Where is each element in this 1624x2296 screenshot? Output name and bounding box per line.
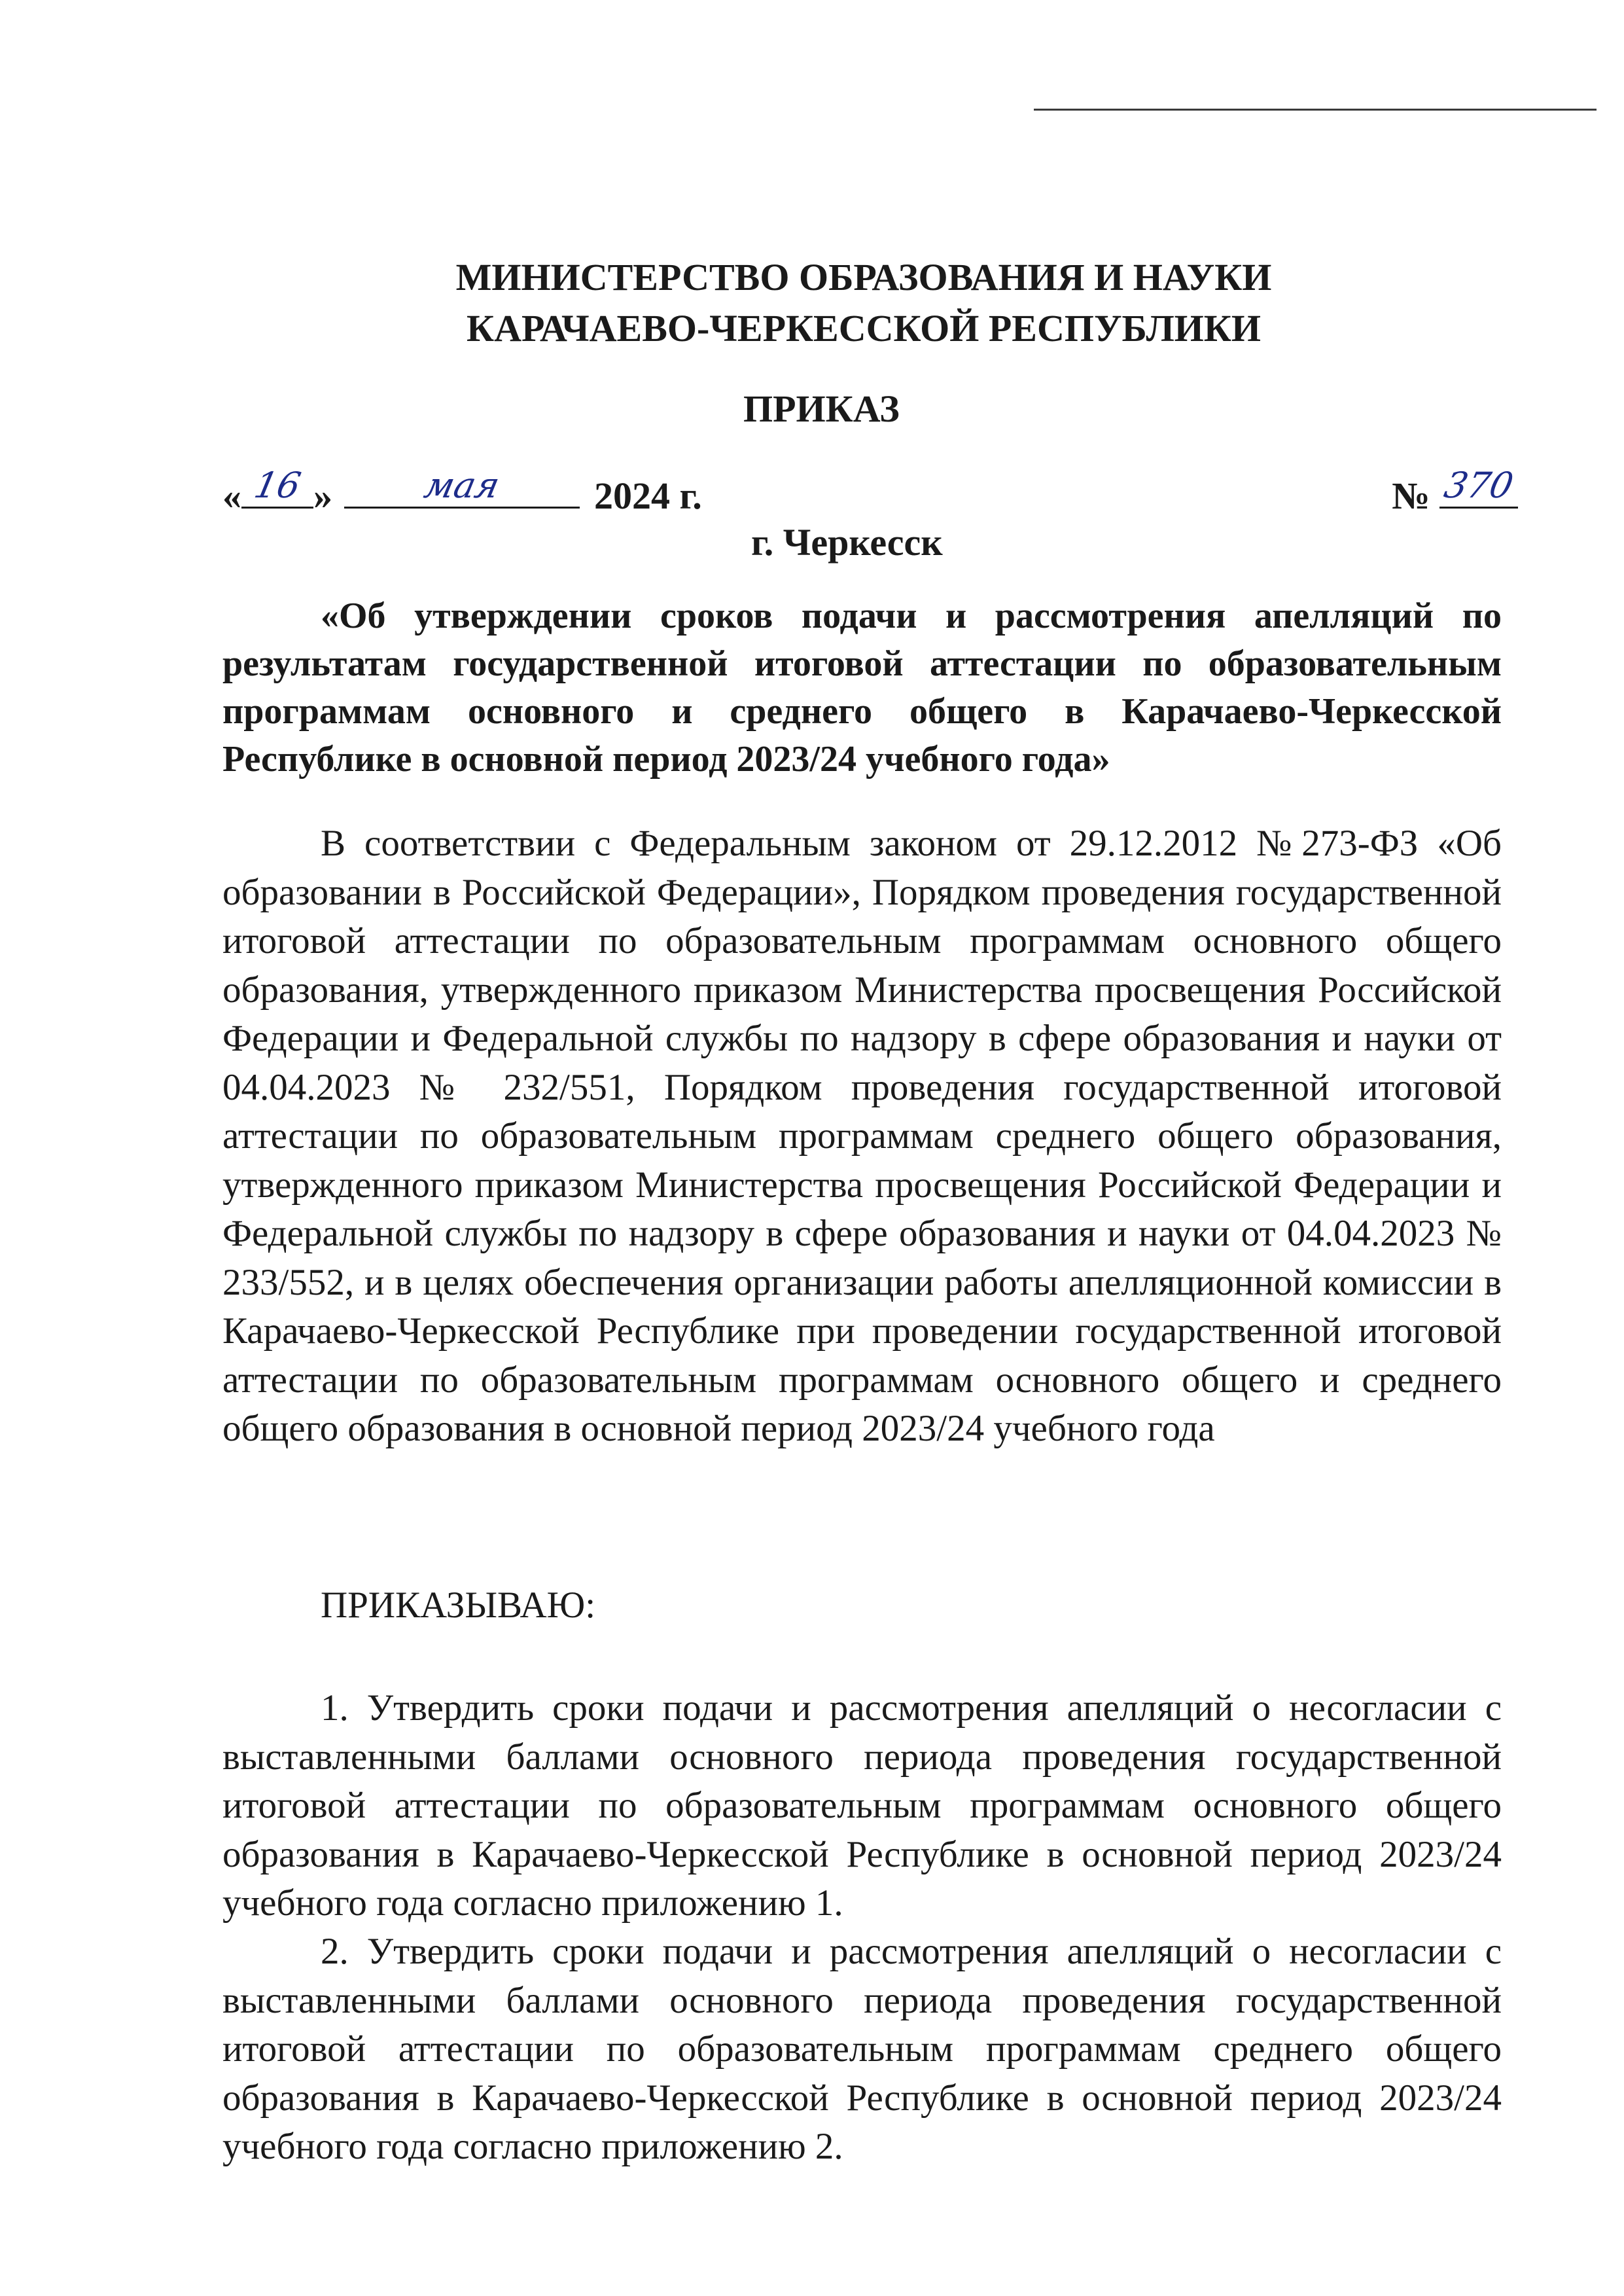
preamble-paragraph: В соответствии с Федеральным законом от 29.12.2012 №273-ФЗ «Об образовании в Российской Федерации», Порядком проведения государственной итоговой аттестации по образовательным программам основного общего образования, утвержденного приказом Министерства просвещения Российской Федерации и Федеральной службы по надзору в сфере образования и науки от 04.04.2023 № 232/551, Порядком проведения государственной итоговой аттестации по образовательным программам среднего общего образования, утвержденного приказом Министерства просвещения Российской Федерации и Федеральной службы по надзору в сфере образования и науки от 04.04.2023 № 233/552, и в целях обеспечения организации работы апелляционной комиссии в Карачаево-Черкесской Республике при проведении государственной итоговой аттестации по образовательным программам основного общего и среднего общего образования в основной период 2023/24 учебного года (222, 823, 1502, 1449)
ministry-line-2: КАРАЧАЕВО-ЧЕРКЕССКОЙ РЕСПУБЛИКИ (467, 307, 1261, 350)
order-title: ПРИКАЗ (743, 387, 900, 430)
close-quote: » (313, 475, 332, 517)
open-quote: « (222, 475, 241, 517)
order-date (222, 465, 702, 522)
ministry-line-1: МИНИСТЕРСТВО ОБРАЗОВАНИЯ И НАУКИ (455, 256, 1272, 298)
order-subject: «Об утверждении сроков подачи и рассмотрения апелляций по результатам государственной итоговой аттестации по образовательным программам основного и среднего общего в Карачаево-Черкесской Республике в основной период 2023/24 учебного года» (222, 596, 1502, 780)
city: г. Черкесск (751, 521, 943, 564)
handwritten-number: 370 (1440, 465, 1517, 506)
number-sign: № (1392, 475, 1430, 517)
order-directive: ПРИКАЗЫВАЮ: (321, 1585, 596, 1626)
handwritten-month: мая (421, 465, 504, 506)
order-year: 2024 г. (594, 475, 702, 517)
order-item-2: 2. Утвердить сроки подачи и рассмотрения апелляций о несогласии с выставленными баллами основного периода проведения государственной итоговой аттестации по образовательным программам среднего общего образования в Карачаево-Черкесской Республике в основной период 2023/24 учебного года согласно приложению 2. (222, 1931, 1502, 2167)
ministry-name (216, 252, 1511, 354)
month-field (344, 465, 580, 509)
handwritten-day: 16 (251, 465, 305, 506)
scan-edge-line (1034, 109, 1597, 111)
order-item-1: 1. Утвердить сроки подачи и рассмотрения апелляций о несогласии с выставленными баллами основного периода проведения государственной итоговой аттестации по образовательным программам основного общего образования в Карачаево-Черкесской Республике в основной период 2023/24 учебного года согласно приложению 1. (222, 1687, 1502, 1924)
order-number (1392, 465, 1518, 522)
day-field (241, 465, 313, 509)
number-field (1439, 465, 1518, 509)
